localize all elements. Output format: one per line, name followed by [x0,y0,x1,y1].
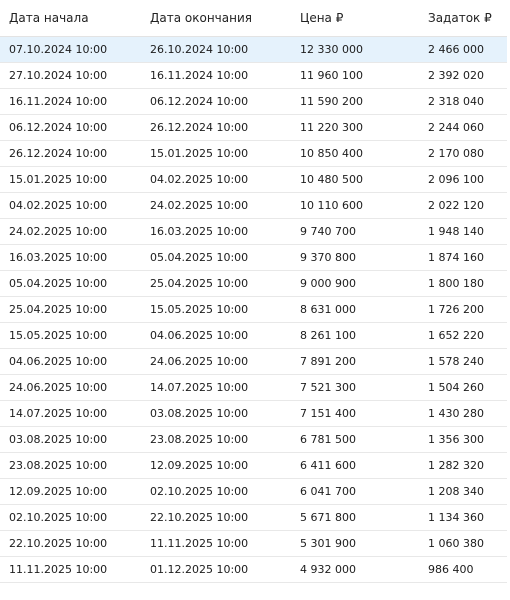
cell-start-date: 04.06.2025 10:00 [0,349,150,375]
table-row[interactable] [0,271,507,297]
cell-price: 6 781 500 [300,427,428,453]
cell-price: 4 932 000 [300,557,428,583]
cell-end-date: 02.10.2025 10:00 [150,479,300,505]
table-row[interactable] [0,63,507,89]
table-row[interactable] [0,115,507,141]
cell-end-date: 22.10.2025 10:00 [150,505,300,531]
cell-start-date: 07.10.2024 10:00 [0,37,150,63]
cell-end-date: 11.11.2025 10:00 [150,531,300,557]
cell-deposit: 2 096 100 [428,167,507,193]
table-row[interactable] [0,141,507,167]
cell-price: 10 110 600 [300,193,428,219]
cell-start-date: 15.05.2025 10:00 [0,323,150,349]
table-row[interactable] [0,37,507,63]
table-row[interactable] [0,453,507,479]
cell-end-date: 03.08.2025 10:00 [150,401,300,427]
cell-end-date: 26.10.2024 10:00 [150,37,300,63]
cell-deposit: 1 800 180 [428,271,507,297]
cell-start-date: 26.12.2024 10:00 [0,141,150,167]
cell-start-date: 02.10.2025 10:00 [0,505,150,531]
cell-price: 5 671 800 [300,505,428,531]
table-row[interactable] [0,167,507,193]
cell-deposit: 1 356 300 [428,427,507,453]
table-row[interactable] [0,349,507,375]
cell-start-date: 06.12.2024 10:00 [0,115,150,141]
cell-price: 12 330 000 [300,37,428,63]
cell-price: 7 151 400 [300,401,428,427]
header-price: Цена ₽ [300,0,428,37]
cell-price: 9 000 900 [300,271,428,297]
table-body [0,37,507,583]
cell-price: 9 370 800 [300,245,428,271]
cell-start-date: 05.04.2025 10:00 [0,271,150,297]
cell-price: 8 261 100 [300,323,428,349]
cell-deposit: 2 244 060 [428,115,507,141]
cell-start-date: 11.11.2025 10:00 [0,557,150,583]
cell-deposit: 1 282 320 [428,453,507,479]
cell-start-date: 27.10.2024 10:00 [0,63,150,89]
cell-end-date: 23.08.2025 10:00 [150,427,300,453]
cell-deposit: 2 318 040 [428,89,507,115]
cell-end-date: 06.12.2024 10:00 [150,89,300,115]
cell-end-date: 04.02.2025 10:00 [150,167,300,193]
cell-start-date: 24.06.2025 10:00 [0,375,150,401]
table-row[interactable] [0,193,507,219]
table-row[interactable] [0,89,507,115]
header-deposit: Задаток ₽ [428,0,507,37]
cell-deposit: 1 874 160 [428,245,507,271]
cell-price: 10 850 400 [300,141,428,167]
table-row[interactable] [0,557,507,583]
cell-deposit: 1 134 360 [428,505,507,531]
cell-price: 6 411 600 [300,453,428,479]
cell-price: 7 891 200 [300,349,428,375]
cell-deposit: 1 430 280 [428,401,507,427]
cell-start-date: 14.07.2025 10:00 [0,401,150,427]
table-row[interactable] [0,219,507,245]
cell-start-date: 23.08.2025 10:00 [0,453,150,479]
header-end-date: Дата окончания [150,0,300,37]
cell-end-date: 01.12.2025 10:00 [150,557,300,583]
cell-deposit: 2 466 000 [428,37,507,63]
cell-price: 5 301 900 [300,531,428,557]
cell-start-date: 16.03.2025 10:00 [0,245,150,271]
cell-price: 11 960 100 [300,63,428,89]
cell-start-date: 15.01.2025 10:00 [0,167,150,193]
cell-deposit: 1 504 260 [428,375,507,401]
cell-deposit: 1 948 140 [428,219,507,245]
table-row[interactable] [0,531,507,557]
cell-deposit: 2 392 020 [428,63,507,89]
table-row[interactable] [0,297,507,323]
cell-price: 11 220 300 [300,115,428,141]
cell-price: 8 631 000 [300,297,428,323]
cell-end-date: 05.04.2025 10:00 [150,245,300,271]
cell-deposit: 1 726 200 [428,297,507,323]
cell-price: 6 041 700 [300,479,428,505]
cell-price: 9 740 700 [300,219,428,245]
cell-end-date: 12.09.2025 10:00 [150,453,300,479]
cell-start-date: 03.08.2025 10:00 [0,427,150,453]
cell-deposit: 2 170 080 [428,141,507,167]
cell-deposit: 1 060 380 [428,531,507,557]
table-header [0,0,507,37]
cell-deposit: 2 022 120 [428,193,507,219]
cell-price: 11 590 200 [300,89,428,115]
cell-end-date: 24.06.2025 10:00 [150,349,300,375]
table-row[interactable] [0,375,507,401]
table-row[interactable] [0,245,507,271]
cell-deposit: 986 400 [428,557,507,583]
cell-end-date: 25.04.2025 10:00 [150,271,300,297]
table-row[interactable] [0,323,507,349]
cell-deposit: 1 652 220 [428,323,507,349]
cell-deposit: 1 208 340 [428,479,507,505]
header-row [0,0,507,37]
table-row[interactable] [0,427,507,453]
cell-start-date: 25.04.2025 10:00 [0,297,150,323]
table-row[interactable] [0,401,507,427]
cell-end-date: 15.05.2025 10:00 [150,297,300,323]
header-start-date: Дата начала [0,0,150,37]
cell-price: 7 521 300 [300,375,428,401]
cell-end-date: 24.02.2025 10:00 [150,193,300,219]
table-row[interactable] [0,479,507,505]
cell-end-date: 16.11.2024 10:00 [150,63,300,89]
cell-start-date: 22.10.2025 10:00 [0,531,150,557]
cell-start-date: 04.02.2025 10:00 [0,193,150,219]
cell-deposit: 1 578 240 [428,349,507,375]
cell-end-date: 15.01.2025 10:00 [150,141,300,167]
cell-start-date: 12.09.2025 10:00 [0,479,150,505]
cell-start-date: 24.02.2025 10:00 [0,219,150,245]
cell-price: 10 480 500 [300,167,428,193]
table-row[interactable] [0,505,507,531]
cell-end-date: 16.03.2025 10:00 [150,219,300,245]
cell-end-date: 04.06.2025 10:00 [150,323,300,349]
cell-end-date: 14.07.2025 10:00 [150,375,300,401]
cell-end-date: 26.12.2024 10:00 [150,115,300,141]
cell-start-date: 16.11.2024 10:00 [0,89,150,115]
